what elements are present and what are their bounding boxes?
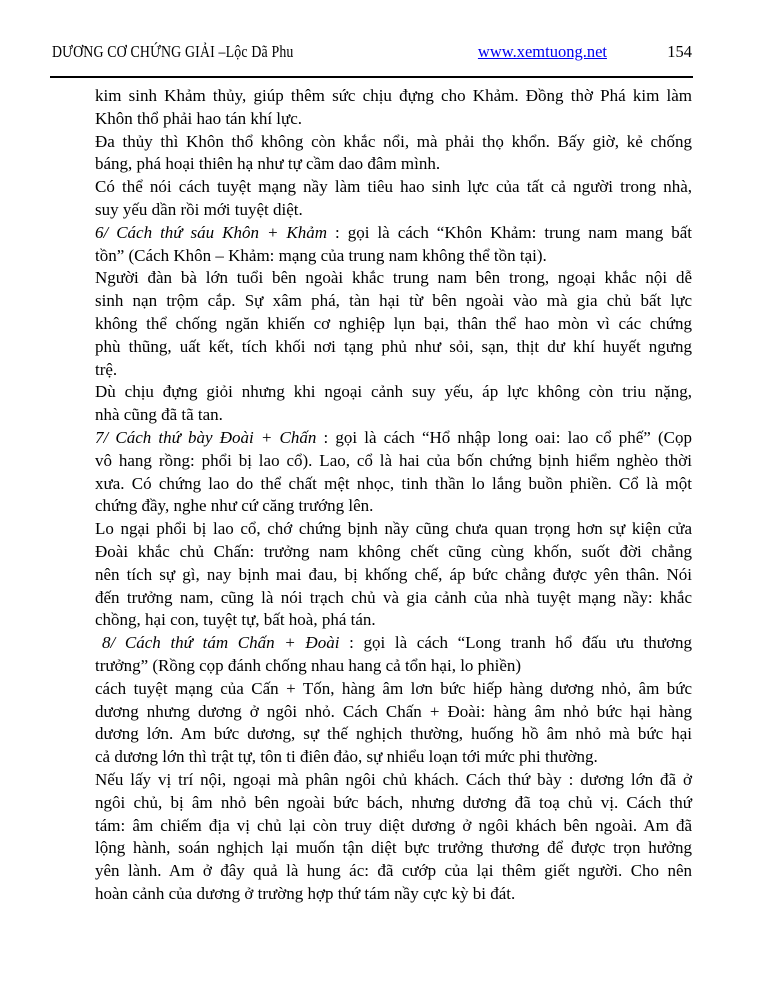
text-line xyxy=(95,427,692,450)
text-line xyxy=(95,860,692,883)
document-title: DƯƠNG CƠ CHỨNG GIẢI –Lộc Dã Phu xyxy=(52,42,294,61)
text-run: nên tích sự gì, nay bịnh mai đau, bị khống chế, áp bức chẳng được yên thân. Nói xyxy=(95,564,692,584)
text-run: trưởng” (Rồng cọp đánh chống nhau hang cả tổn hại, lo phiền) xyxy=(95,655,522,675)
text-run: dương lớn. Am bức dương, sự thế nghịch thường, huống hồ âm nhỏ mà bức hại xyxy=(95,724,692,744)
text-line xyxy=(95,153,692,176)
text-line xyxy=(95,655,692,678)
text-line xyxy=(95,450,692,473)
text-run: Dù chịu đựng giỏi nhưng khi ngoại cảnh suy yếu, áp lực không còn triu nặng, xyxy=(95,382,692,402)
text-line xyxy=(95,837,692,860)
text-run: Nếu lấy vị trí nội, ngoại mà phân ngôi chủ khách. Cách thứ bày : dương lớn đã ở xyxy=(95,769,692,789)
text-run: ngôi chủ, bị âm nhỏ bên ngoài bức bách, nhưng dương đã toạ chủ vị. Cách thứ xyxy=(95,792,692,812)
text-run: cả dương lớn thì trật tự, tôn ti điên đảo, sự nhiểu loạn tới mức phi thường. xyxy=(95,747,598,767)
text-line xyxy=(95,587,692,610)
text-run: tồn” (Cách Khôn – Khảm: mạng của trung nam không thể tồn tại). xyxy=(95,245,547,265)
text-run: chứng đầy, nghe như cứ căng trướng lên. xyxy=(95,496,374,516)
text-line xyxy=(95,518,692,541)
header-divider xyxy=(50,76,693,78)
text-run: trệ. xyxy=(95,359,118,379)
text-line xyxy=(95,883,692,906)
text-line xyxy=(95,632,692,655)
text-run: cách tuyệt mạng của Cấn + Tốn, hàng âm lơn bức hiếp hàng dương nhỏ, âm bức xyxy=(95,678,692,698)
page-number: 154 xyxy=(667,42,692,61)
text-run: đến trưởng nam, cũng là nói trạch chủ và gia cảnh của nhà tuyệt mạng nầy: khắc xyxy=(95,587,692,607)
page-header xyxy=(52,42,692,62)
section-heading-run: 8/ Cách thứ tám Chấn + Đoài xyxy=(102,633,340,653)
text-run: Người đàn bà lớn tuổi bên ngoài khắc trung nam bên trong, ngoại khắc nội dễ xyxy=(95,268,692,288)
text-run: Đoài khắc chủ Chấn: trưởng nam không chết cũng cùng khốn, suốt đời chẳng xyxy=(95,541,692,561)
text-line xyxy=(95,131,692,154)
text-line xyxy=(95,176,692,199)
text-line xyxy=(95,495,692,518)
text-run: : gọi là cách “Hổ nhập long oai: lao cổ phế” (Cọp xyxy=(316,427,692,447)
text-line xyxy=(95,678,692,701)
text-run: tám: âm chiếm địa vị chủ lại còn truy diệt dương ở ngôi khách bên ngoài. Am đã xyxy=(95,815,692,835)
text-line xyxy=(95,701,692,724)
text-line xyxy=(95,541,692,564)
text-line xyxy=(95,723,692,746)
text-run: sinh nạn trộm cắp. Sự xâm phá, tàn hại từ bên ngoài vào mà gia chủ bất lực xyxy=(95,291,692,311)
text-run: yên lành. Am ở đây quả là hung ác: đã cướp của lại thêm giết người. Cho nên xyxy=(95,861,692,881)
website-link[interactable]: www.xemtuong.net xyxy=(477,42,607,61)
text-run: nhà cũng đã tã tan. xyxy=(95,405,223,425)
text-line xyxy=(95,815,692,838)
text-line xyxy=(95,792,692,815)
text-run: suy yếu dần rồi mới tuyệt diệt. xyxy=(95,199,303,219)
text-line xyxy=(95,108,692,131)
document-body xyxy=(95,85,692,906)
text-run: : gọi là cách “Long tranh hổ đấu ưu thương xyxy=(339,633,692,653)
text-line xyxy=(95,336,692,359)
text-run: phù thũng, uất kết, tích khối nơi tạng phủ như sỏi, sạn, thịt dư khí huyết ngưng xyxy=(95,336,692,356)
text-line xyxy=(95,609,692,632)
text-run: hoàn cảnh của dương ở trường hợp thứ tám nầy cực kỳ bi đát. xyxy=(95,883,516,903)
section-heading-run: 6/ Cách thứ sáu Khôn + Khảm xyxy=(95,222,328,242)
text-run: chồng, hại con, tuyệt tự, bất hoà, phá tán. xyxy=(95,610,376,630)
text-line xyxy=(95,404,692,427)
text-line xyxy=(95,473,692,496)
text-run: lộng hành, soán nghịch lại muốn tận diệt bực trưởng thương để được trọn hưởng xyxy=(95,838,692,858)
text-run: không thể chống ngăn khiến cơ nghiệp lụn bại, thân thể hao mòn vì các chứng xyxy=(95,313,692,333)
text-line xyxy=(95,313,692,336)
text-line xyxy=(95,222,692,245)
text-line xyxy=(95,199,692,222)
text-line xyxy=(95,85,692,108)
text-run: dương nhưng dương ở ngôi nhỏ. Cách Chấn + Đoài: hàng âm nhỏ bức hại hàng xyxy=(95,701,692,721)
text-run: Đa thủy thì Khôn thổ không còn khắc nổi, mà phải thọ khổn. Bấy giờ, kẻ chống xyxy=(95,131,692,151)
text-run: : gọi là cách “Khôn Khảm: trung nam mang bất xyxy=(327,222,692,242)
text-run: kim sinh Khảm thủy, giúp thêm sức chịu đựng cho Khảm. Đồng thờ Phá kim làm xyxy=(95,86,692,105)
section-heading-run: 7/ Cách thứ bày Đoài + Chấn xyxy=(95,427,317,447)
text-line xyxy=(95,769,692,792)
text-run: Khôn thổ phải hao tán khí lực. xyxy=(95,108,303,128)
text-line xyxy=(95,290,692,313)
text-line xyxy=(95,359,692,382)
text-run: báng, phá hoại thiên hạ như tự cầm dao đâm mình. xyxy=(95,154,441,174)
text-line xyxy=(95,267,692,290)
text-line xyxy=(95,564,692,587)
text-line xyxy=(95,381,692,404)
text-line xyxy=(95,245,692,268)
text-run: Có thể nói cách tuyệt mạng nầy làm tiêu hao sinh lực của tất cả người trong nhà, xyxy=(95,177,692,197)
text-line xyxy=(95,746,692,769)
text-run: Lo ngại phổi bị lao cổ, chớ chứng bịnh nầy cũng chưa quan trọng hơn sự kiện cửa xyxy=(95,519,692,539)
text-run: vô hang rồng: phổi bị lao cổ). Lao, cổ là hai của bốn chứng bịnh hiểm nghèo thời xyxy=(95,450,692,470)
text-run: xưa. Có chứng lao do thể chất mệt nhọc, tinh thần lo lắng buồn phiền. Cổ là một xyxy=(95,473,692,493)
